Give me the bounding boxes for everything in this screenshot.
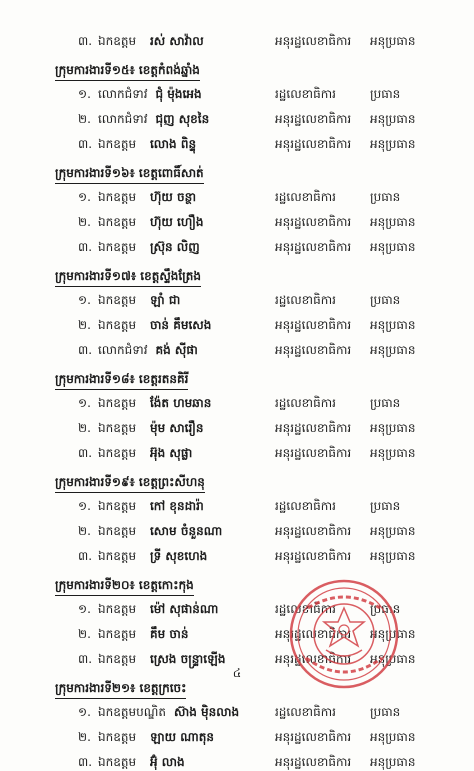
member-name: រស់ សាវ៉ាល bbox=[150, 34, 204, 48]
member-number: ១. bbox=[78, 705, 91, 719]
member-group-role: ប្រធាន bbox=[370, 87, 401, 101]
member-row bbox=[0, 341, 474, 359]
member-number: ១. bbox=[78, 190, 91, 204]
member-row bbox=[0, 291, 474, 309]
member-group-role: អនុប្រធាន bbox=[370, 627, 416, 641]
member-number: ២. bbox=[78, 112, 91, 126]
member-number: ៣. bbox=[78, 343, 93, 357]
member-title: ឯកឧត្តម bbox=[98, 499, 137, 513]
member-title: ឯកឧត្តម bbox=[98, 730, 137, 744]
member-title: ឯកឧត្តម bbox=[98, 396, 137, 410]
member-group-role: អនុប្រធាន bbox=[370, 524, 416, 538]
member-group-role: អនុប្រធាន bbox=[370, 343, 416, 357]
member-group-role: ប្រធាន bbox=[370, 190, 401, 204]
member-group-role: អនុប្រធាន bbox=[370, 240, 416, 254]
member-group-role: អនុប្រធាន bbox=[370, 730, 416, 744]
member-name: ទ្រី សុខហេង bbox=[150, 549, 208, 563]
member-number: ២. bbox=[78, 215, 91, 229]
member-name: លោង ពិន្ទុ bbox=[150, 137, 197, 151]
group-heading: ក្រុមការងារទី១៥៖ ខេត្តកំពង់ឆ្នាំង bbox=[55, 61, 200, 81]
member-position: រដ្ឋលេខាធិការ bbox=[275, 499, 336, 513]
member-row bbox=[0, 728, 474, 746]
member-row bbox=[0, 625, 474, 643]
member-title: លោកជំទាវ bbox=[98, 343, 148, 357]
member-group-role: ប្រធាន bbox=[370, 293, 401, 307]
member-number: ២. bbox=[78, 730, 91, 744]
member-name: ជុញ សុខនៃ bbox=[155, 112, 210, 126]
member-position: អនុរដ្ឋលេខាធិការ bbox=[275, 215, 352, 229]
group-heading: ក្រុមការងារទី១៨៖ ខេត្តរតនគិរី bbox=[55, 370, 188, 390]
member-group-role: អនុប្រធាន bbox=[370, 755, 416, 769]
member-group-role: អនុប្រធាន bbox=[370, 652, 416, 666]
member-row bbox=[0, 238, 474, 256]
member-group-role: អនុប្រធាន bbox=[370, 112, 416, 126]
member-group-role: អនុប្រធាន bbox=[370, 215, 416, 229]
member-title: ឯកឧត្តម bbox=[98, 293, 137, 307]
member-title: ឯកឧត្តម bbox=[98, 446, 137, 460]
member-row bbox=[0, 316, 474, 334]
member-group-role: ប្រធាន bbox=[370, 396, 401, 410]
member-number: ២. bbox=[78, 524, 91, 538]
member-title: ឯកឧត្តម bbox=[98, 215, 137, 229]
member-title: ឯកឧត្តម bbox=[98, 318, 137, 332]
member-title: ឯកឧត្តម bbox=[98, 549, 137, 563]
group-heading: ក្រុមការងារទី១៩៖ ខេត្តព្រះសីហនុ bbox=[55, 473, 205, 493]
member-title: ឯកឧត្តម bbox=[98, 34, 137, 48]
group-heading: ក្រុមការងារទី១៦៖ ខេត្តពោធិ៍សាត់ bbox=[55, 164, 204, 184]
member-row bbox=[0, 85, 474, 103]
member-number: ១. bbox=[78, 499, 91, 513]
member-position: អនុរដ្ឋលេខាធិការ bbox=[275, 343, 352, 357]
member-title: លោកជំទាវ bbox=[98, 87, 148, 101]
member-row bbox=[0, 444, 474, 462]
member-number: ៣. bbox=[78, 34, 93, 48]
member-position: រដ្ឋលេខាធិការ bbox=[275, 705, 336, 719]
member-name: ស្រេង ចន្ទ្រាឡើង bbox=[150, 652, 226, 666]
member-row bbox=[0, 110, 474, 128]
member-name: ង៉ែត ហមឆាន bbox=[150, 396, 212, 410]
member-title: លោកជំទាវ bbox=[98, 112, 148, 126]
member-number: ៣. bbox=[78, 549, 93, 563]
member-number: ៣. bbox=[78, 652, 93, 666]
member-position: អនុរដ្ឋលេខាធិការ bbox=[275, 755, 352, 769]
member-position: អនុរដ្ឋលេខាធិការ bbox=[275, 421, 352, 435]
member-number: ២. bbox=[78, 318, 91, 332]
member-position: អនុរដ្ឋលេខាធិការ bbox=[275, 137, 352, 151]
group-heading: ក្រុមការងារទី២១៖ ខេត្តក្រចេះ bbox=[55, 679, 186, 699]
member-row bbox=[0, 753, 474, 771]
member-number: ៣. bbox=[78, 446, 93, 460]
member-group-role: ប្រធាន bbox=[370, 499, 401, 513]
member-row bbox=[0, 600, 474, 618]
member-position: រដ្ឋលេខាធិការ bbox=[275, 602, 336, 616]
member-group-role: ប្រធាន bbox=[370, 602, 401, 616]
page-number: ៤ bbox=[232, 666, 242, 680]
member-name: គង់ ស៊ីផា bbox=[155, 343, 198, 357]
member-name: អ៊ុំ លាង bbox=[150, 755, 185, 769]
member-number: ៣. bbox=[78, 137, 93, 151]
member-group-role: អនុប្រធាន bbox=[370, 446, 416, 460]
member-title: ឯកឧត្តម bbox=[98, 652, 137, 666]
member-name: ម៉ុម សារឿន bbox=[150, 421, 204, 435]
member-number: ១. bbox=[78, 87, 91, 101]
member-position: អនុរដ្ឋលេខាធិការ bbox=[275, 112, 352, 126]
member-name: ហ៊ុយ ហឿង bbox=[150, 215, 204, 229]
member-position: អនុរដ្ឋលេខាធិការ bbox=[275, 446, 352, 460]
member-title: ឯកឧត្តម bbox=[98, 240, 137, 254]
member-row bbox=[0, 522, 474, 540]
member-row bbox=[0, 703, 474, 721]
member-group-role: អនុប្រធាន bbox=[370, 318, 416, 332]
member-name: កៅ ខុនដារ៉ា bbox=[150, 499, 204, 513]
member-position: អនុរដ្ឋលេខាធិការ bbox=[275, 318, 352, 332]
member-name: ម៉ៅ សុផាន់ណា bbox=[150, 602, 219, 616]
member-position: អនុរដ្ឋលេខាធិការ bbox=[275, 730, 352, 744]
member-title: ឯកឧត្តម bbox=[98, 755, 137, 769]
member-name: សោម ចំនួនណា bbox=[150, 524, 223, 538]
group-heading: ក្រុមការងារទី១៧៖ ខេត្តស្ទឹងត្រែង bbox=[55, 267, 201, 287]
member-name: ស៊ាង ម៉ិនលាង bbox=[173, 705, 240, 719]
member-name: ឡាំ ជា bbox=[150, 293, 181, 307]
member-name: ជុំ ម៉ុងអេង bbox=[155, 87, 202, 101]
member-number: ១. bbox=[78, 602, 91, 616]
member-row bbox=[0, 213, 474, 231]
member-name: ចាន់ គឹមសេង bbox=[150, 318, 212, 332]
member-name: ឡាយ ណាតុន bbox=[150, 730, 214, 744]
member-position: អនុរដ្ឋលេខាធិការ bbox=[275, 652, 352, 666]
member-position: រដ្ឋលេខាធិការ bbox=[275, 190, 336, 204]
member-title: ឯកឧត្តម bbox=[98, 602, 137, 616]
member-title: ឯកឧត្តម bbox=[98, 190, 137, 204]
member-title: ឯកឧត្តម bbox=[98, 627, 137, 641]
member-group-role: អនុប្រធាន bbox=[370, 549, 416, 563]
member-group-role: អនុប្រធាន bbox=[370, 137, 416, 151]
member-number: ៣. bbox=[78, 755, 93, 769]
member-position: អនុរដ្ឋលេខាធិការ bbox=[275, 524, 352, 538]
member-title: ឯកឧត្តមបណ្ឌិត bbox=[98, 705, 166, 719]
member-row bbox=[0, 135, 474, 153]
member-group-role: ប្រធាន bbox=[370, 705, 401, 719]
member-number: ២. bbox=[78, 421, 91, 435]
member-group-role: អនុប្រធាន bbox=[370, 421, 416, 435]
group-heading: ក្រុមការងារទី២០៖ ខេត្តកោះកុង bbox=[55, 576, 194, 596]
member-row bbox=[0, 419, 474, 437]
member-name: អ៊ុង សុផ្លា bbox=[150, 446, 193, 460]
member-name: ហ៊ុយ ចន្ថា bbox=[150, 190, 197, 204]
member-title: ឯកឧត្តម bbox=[98, 524, 137, 538]
member-row bbox=[0, 394, 474, 412]
member-position: រដ្ឋលេខាធិការ bbox=[275, 396, 336, 410]
member-row bbox=[0, 188, 474, 206]
member-group-role: អនុប្រធាន bbox=[370, 34, 416, 48]
member-row bbox=[0, 547, 474, 565]
member-position: រដ្ឋលេខាធិការ bbox=[275, 293, 336, 307]
member-number: ២. bbox=[78, 627, 91, 641]
member-name: គឹម ចាន់ bbox=[150, 627, 189, 641]
member-title: ឯកឧត្តម bbox=[98, 421, 137, 435]
member-number: ១. bbox=[78, 396, 91, 410]
member-number: ៣. bbox=[78, 240, 93, 254]
member-position: អនុរដ្ឋលេខាធិការ bbox=[275, 34, 352, 48]
member-position: អនុរដ្ឋលេខាធិការ bbox=[275, 240, 352, 254]
member-name: ស្រ៊ុន លិញ bbox=[150, 240, 200, 254]
member-position: រដ្ឋលេខាធិការ bbox=[275, 87, 336, 101]
member-position: អនុរដ្ឋលេខាធិការ bbox=[275, 627, 352, 641]
member-number: ១. bbox=[78, 293, 91, 307]
member-title: ឯកឧត្តម bbox=[98, 137, 137, 151]
member-position: អនុរដ្ឋលេខាធិការ bbox=[275, 549, 352, 563]
member-row bbox=[0, 32, 474, 50]
member-row bbox=[0, 497, 474, 515]
